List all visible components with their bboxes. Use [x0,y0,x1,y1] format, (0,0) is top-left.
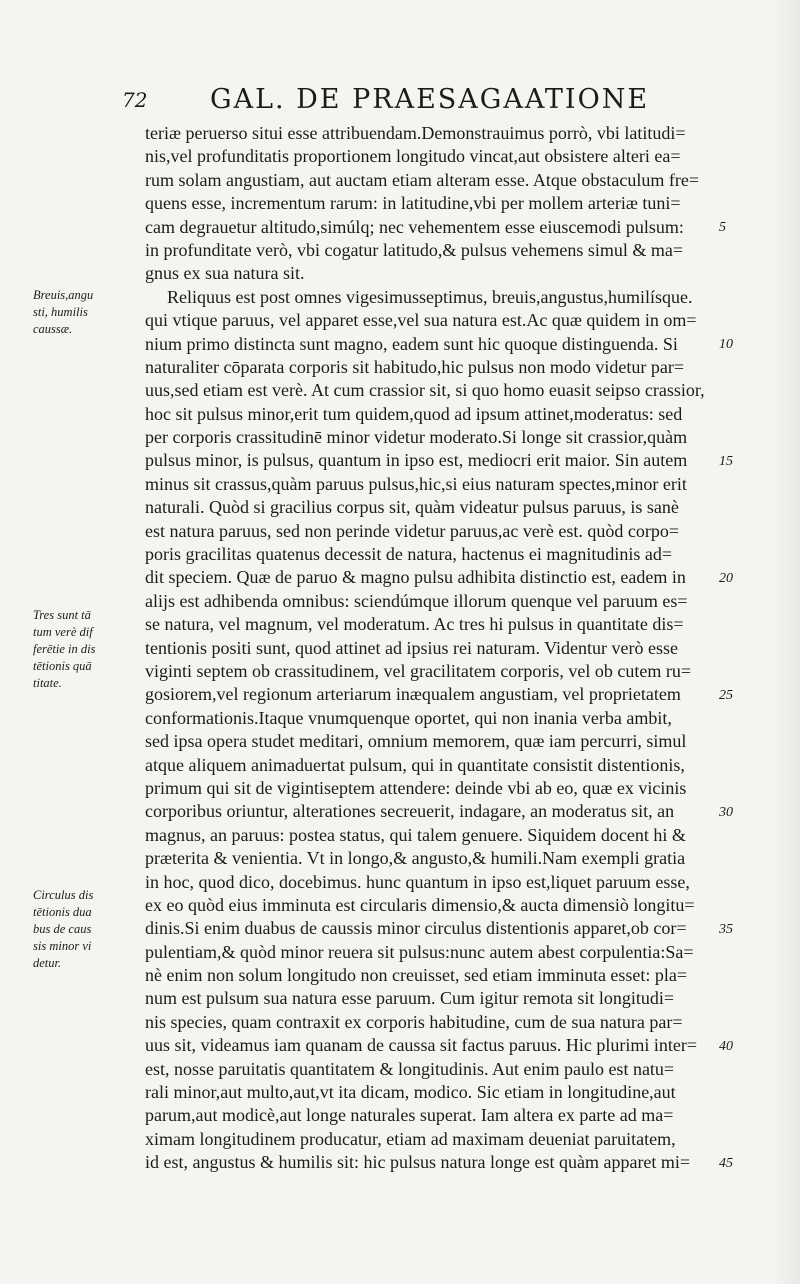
text-line: gosiorem,vel regionum arteriarum inæqualem angustiam, vel proprietatem [145,684,681,705]
page-number: 72 [122,88,148,112]
margin-note-line: sti, humilis [33,305,88,319]
text-line: pulentiam,& quòd minor reuera sit pulsus:nunc autem abest corpulentia:Sa= [145,941,694,962]
text-line: sed ipsa opera studet meditari, omnium memorem, quæ iam percurri, simul [145,731,687,752]
text-line: hoc sit pulsus minor,erit tum quidem,quod ad ipsum attinet,moderatus: sed [145,403,683,424]
margin-note-line: detur. [33,956,62,970]
line-number: 25 [719,687,733,703]
margin-note-line: tētionis quā [33,659,92,673]
text-line: poris gracilitas quatenus decessit de natura, hactenus ei magnitudinis ad= [145,544,673,565]
text-line: cam degrauetur altitudo,simúlq; nec vehementem esse eiuscemodi pulsum: [145,216,684,237]
text-line: ex eo quòd eius imminuta est circularis dimensio,& aucta dimensiò longitu= [145,894,695,915]
text-line: naturali. Quòd si gracilius corpus sit, quàm videatur pulsus paruus, is sanè [145,497,679,518]
margin-note-line: tum verè dif [33,625,93,639]
text-line: teriæ peruerso situi esse attribuendam.Demonstrauimus porrò, vbi latitudi= [145,123,686,143]
text-line: viginti septem ob crassitudinem, vel gracilitatem corporis, vel ob cutem ru= [145,660,692,681]
text-line: est, nosse paruitatis quantitatem & longitudinis. Aut enim paulo est natu= [145,1058,675,1079]
margin-note-tres-sunt [33,607,128,692]
text-line: rum solam angustiam, aut auctam etiam alteram esse. Atque obstaculum fre= [145,169,699,190]
text-line: num est pulsum sua natura esse paruum. Cum igitur remota sit longitudi= [145,988,675,1009]
line-number: 35 [719,921,733,937]
text-line: qui vtique paruus, vel apparet esse,vel sua natura est.Ac quæ quidem in om= [145,310,697,331]
text-line: dit speciem. Quæ de paruo & magno pulsu adhibita distinctio est, eadem in [145,567,686,588]
text-line: nis,vel profunditatis proportionem longitudo vincat,aut obsistere alteri ea= [145,146,681,167]
line-number: 40 [719,1038,733,1054]
text-line: est natura paruus, sed non perinde videtur paruus,ac verè est. quòd corpo= [145,520,679,541]
text-line: atque aliquem animaduertat pulsum, qui in quantitate consistit distentionis, [145,754,685,775]
margin-note-line: bus de caus [33,922,92,936]
text-line: gnus ex sua natura sit. [145,263,305,284]
text-line: conformationis.Itaque vnumquenque oportet, qui non inania verba ambit, [145,707,672,728]
margin-note-line: Breuis,angu [33,288,94,302]
margin-note-line: caussæ. [33,322,73,336]
text-line: magnus, an paruus: postea status, qui talem genuere. Siquidem docent hi & [145,824,686,845]
text-line: ximam longitudinem producatur, etiam ad maximam deueniat paruitatem, [145,1128,676,1149]
text-line: nium primo distincta sunt magno, eadem sunt hic quoque distinguenda. Si [145,333,678,354]
text-line: nè enim non solum longitudo non creuisset, sed etiam imminuta esset: pla= [145,965,688,986]
text-line: minus sit crassus,quàm paruus pulsus,hic,si eius naturam spectes,minor erit [145,473,687,494]
line-number: 5 [719,219,726,235]
line-number: 45 [719,1155,733,1171]
margin-note-line: titate. [33,676,62,690]
text-line: dinis.Si enim duabus de caussis minor circulus distentionis apparet,ob cor= [145,918,687,939]
text-line: naturaliter cōparata corporis sit habitudo,hic pulsus non modo videtur par= [145,356,685,377]
margin-note-circulus [33,887,128,972]
text-line: id est, angustus & humilis sit: hic pulsus natura longe est quàm apparet mi= [145,1152,691,1173]
margin-note-line: ferētie in dis [33,642,96,656]
main-text-block [145,122,713,1175]
text-line: Reliquus est post omnes vigesimusseptimus, breuis,angustus,humilísque. [167,286,693,307]
text-line: parum,aut modicè,aut longe naturales superat. Iam altera ex parte ad ma= [145,1105,674,1126]
text-line: rali minor,aut multo,aut,vt ita dicam, modico. Sic etiam in longitudine,aut [145,1082,676,1103]
text-line: per corporis crassitudinē minor videtur moderato.Si longe sit crassior,quàm [145,427,688,448]
running-head: GAL. DE PRAESAGAATIONE [210,84,650,115]
text-line: præterita & venientia. Vt in longo,& angusto,& humili.Nam exempli gratia [145,848,686,869]
text-line: alijs est adhibenda omnibus: sciendúmque illorum quenque vel paruum es= [145,590,688,611]
text-line: in hoc, quod dico, docebimus. hunc quantum in ipso est,liquet paruum esse, [145,871,690,892]
line-number: 10 [719,336,733,352]
text-line: se natura, vel magnum, vel moderatum. Ac tres hi pulsus in quantitate dis= [145,614,684,635]
text-line: corporibus oriuntur, alterationes secreuerit, indagare, an moderatus sit, an [145,801,675,822]
page-edge-shadow [772,0,800,1284]
text-line: in profunditate verò, vbi cogatur latitudo,& pulsus vehemens simul & ma= [145,239,684,260]
text-line: quens esse, incrementum rarum: in latitudine,vbi per mollem arteriæ tuni= [145,193,681,214]
text-line: uus,sed etiam est verè. At cum crassior sit, si quo homo euasit seipso crassior, [145,380,705,401]
text-line: primum qui sit de vigintiseptem attendere: deinde vbi ab eo, quæ ex vicinis [145,777,687,798]
text-line: tentionis positi sunt, quod attinet ad ipsius rei naturam. Videntur verò esse [145,637,679,658]
text-line: pulsus minor, is pulsus, quantum in ipso est, mediocri erit maior. Sin autem [145,450,688,471]
text-line: uus sit, videamus iam quanam de caussa sit factus paruus. Hic plurimi inter= [145,1035,698,1056]
text-line: nis species, quam contraxit ex corporis habitudine, cum de sua natura par= [145,1011,683,1032]
margin-note-line: sis minor vi [33,939,92,953]
margin-note-line: tētionis dua [33,905,92,919]
margin-note-breuis [33,287,128,338]
line-number: 20 [719,570,733,586]
line-number: 30 [719,804,733,820]
margin-note-line: Circulus dis [33,888,94,902]
line-number: 15 [719,453,733,469]
margin-note-line: Tres sunt tā [33,608,91,622]
